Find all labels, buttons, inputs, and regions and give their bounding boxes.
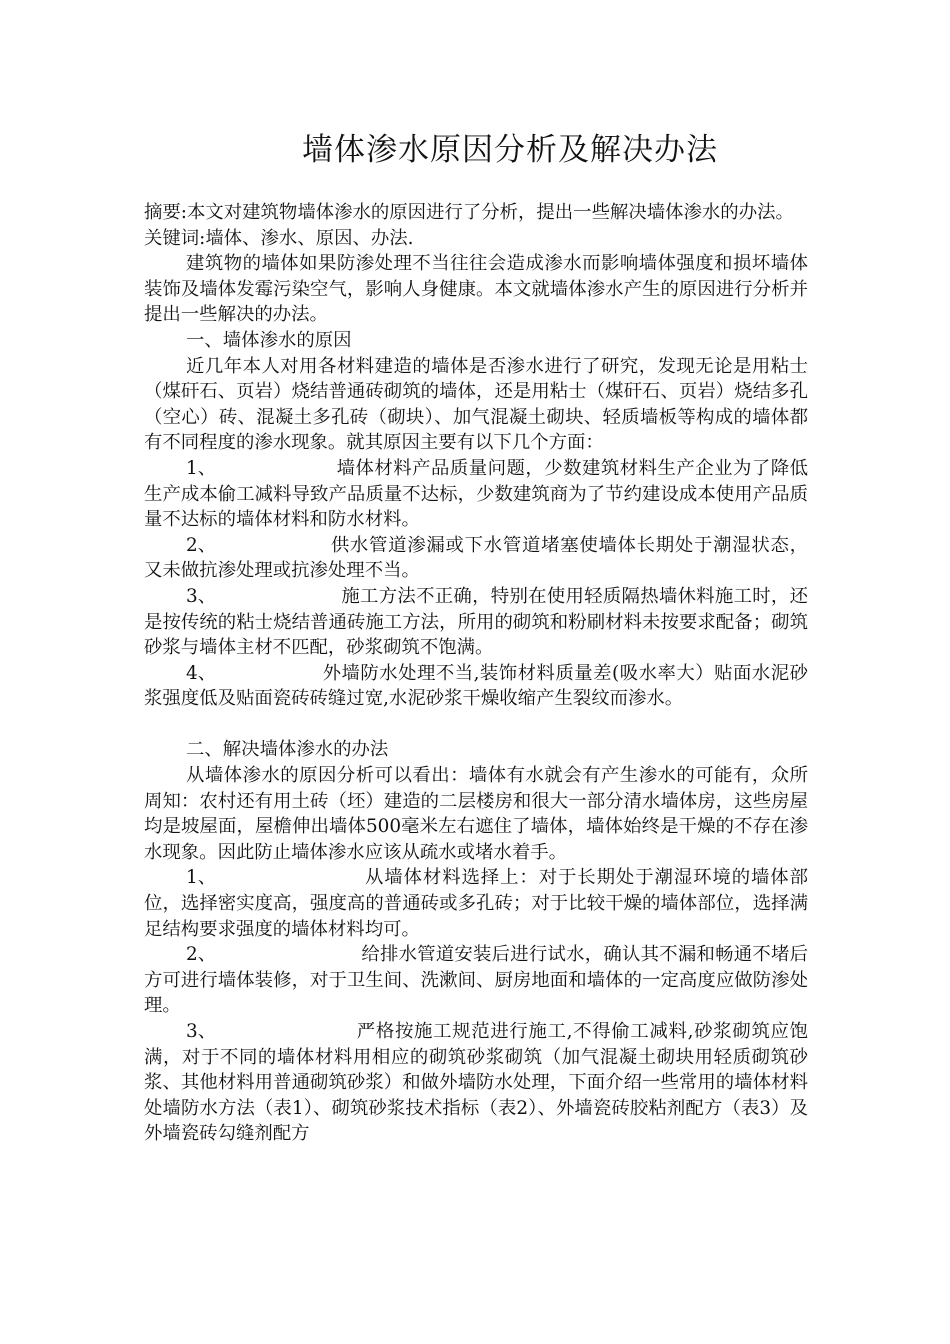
intro-paragraph: 建筑物的墙体如果防渗处理不当往往会造成渗水而影响墙体强度和损坏墙体装饰及墙体发霉污染空气，影响人身健康。本文就墙体渗水产生的原因进行分析并提出一些解决的办法。 [144,253,808,326]
section2-item-3 [144,1019,808,1147]
item-text: 给排水管道安装后进行试水，确认其不漏和畅通不堵后方可进行墙体装修，对于卫生间、洗漱间、厨房地面和墙体的一定高度应做防渗处理。 [144,944,808,1017]
item-text: 施工方法不正确，特别在使用轻质隔热墙休料施工时，还是按传统的粘士烧结普通砖施工方法，所用的砌筑和粉刷材料未按要求配备；砌筑砂浆与墙体主材不匹配，砂浆砌筑不饱满。 [144,585,808,659]
section1-item-3 [144,584,808,661]
item-text: 严格按施工规范进行施工,不得偷工减料,砂浆砌筑应饱满，对于不同的墙体材料用相应的砌筑砂浆砌筑（加气混凝土砌块用轻质砌筑砂浆、其他材料用普通砌筑砂浆）和做外墙防水处理，下面介绍一些常用的墙体材料处墙防水方法（表1）、砌筑砂浆技术指标（表2）、外墙瓷砖胶粘剂配方（表3）及外墙瓷砖勾缝剂配方 [144,1021,808,1145]
section2-heading: 二、解决墙体渗水的办法 [186,739,389,761]
item-text: 供水管道渗漏或下水管道堵塞使墙体长期处于潮湿状态，又未做抗渗处理或抗渗处理不当。 [144,534,808,582]
item-number: 4、 [186,662,217,684]
section2-lead-paragraph: 从墙体渗水的原因分析可以看出：墙体有水就会有产生渗水的可能有，众所周知：农村还有用土砖（坯）建造的二层楼房和很大一部分清水墙体房，这些房屋均是坡屋面，屋檐伸出墙体500毫米左右遮住了墙体，墙体始终是干燥的不存在渗水现象。因此防止墙体渗水应该从疏水或堵水着手。 [144,765,808,863]
document-title: 墙体渗水原因分析及解决办法 [302,132,718,168]
item-text: 从墙体材料选择上：对于长期处于潮湿环境的墙体部位，选择密实度高，强度高的普通砖或多孔砖；对于比较干燥的墙体部位，选择满足结构要求强度的墙体材料均可。 [144,867,808,940]
item-text: 墙体材料产品质量问题，少数建筑材料生产企业为了降低生产成本偷工减料导致产品质量不达标，少数建筑商为了节约建设成本使用产品质量不达标的墙体材料和防水材料。 [144,457,808,531]
section2-item-1 [144,865,808,942]
item-number: 1、 [186,867,217,889]
blank-line [144,712,808,738]
section1-lead-paragraph: 近几年本人对用各材料建造的墙体是否渗水进行了研究，发现无论是用粘士（煤矸石、页岩）烧结普通砖砌筑的墙体，还是用粘士（煤矸石、页岩）烧结多孔（空心）砖、混凝土多孔砖（砌块）、加气混凝土砌块、轻质墙板等构成的墙体都有不同程度的渗水现象。就其原因主要有以下几个方面： [144,355,808,454]
item-number: 3、 [186,1021,217,1042]
item-number: 1、 [186,457,217,479]
item-number: 2、 [186,534,217,556]
item-number: 3、 [186,585,217,607]
section2-item-2 [144,942,808,1019]
section1-item-2 [144,533,808,584]
item-text: 外墙防水处理不当,装饰材料质量差(吸水率大）贴面水泥砂浆强度低及贴面瓷砖砖缝过宽,水泥砂浆干燥收缩产生裂纹而渗水。 [144,662,808,710]
item-number: 2、 [186,944,217,966]
keywords-paragraph: 关键词:墙体、渗水、原因、办法. [144,227,414,249]
document-body [144,200,808,1147]
abstract-paragraph: 摘要:本文对建筑物墙体渗水的原因进行了分析，提出一些解决墙体渗水的办法。 [144,202,794,223]
section1-item-4 [144,661,808,712]
section1-heading: 一、墙体渗水的原因 [186,329,352,351]
section1-item-1 [144,456,808,533]
